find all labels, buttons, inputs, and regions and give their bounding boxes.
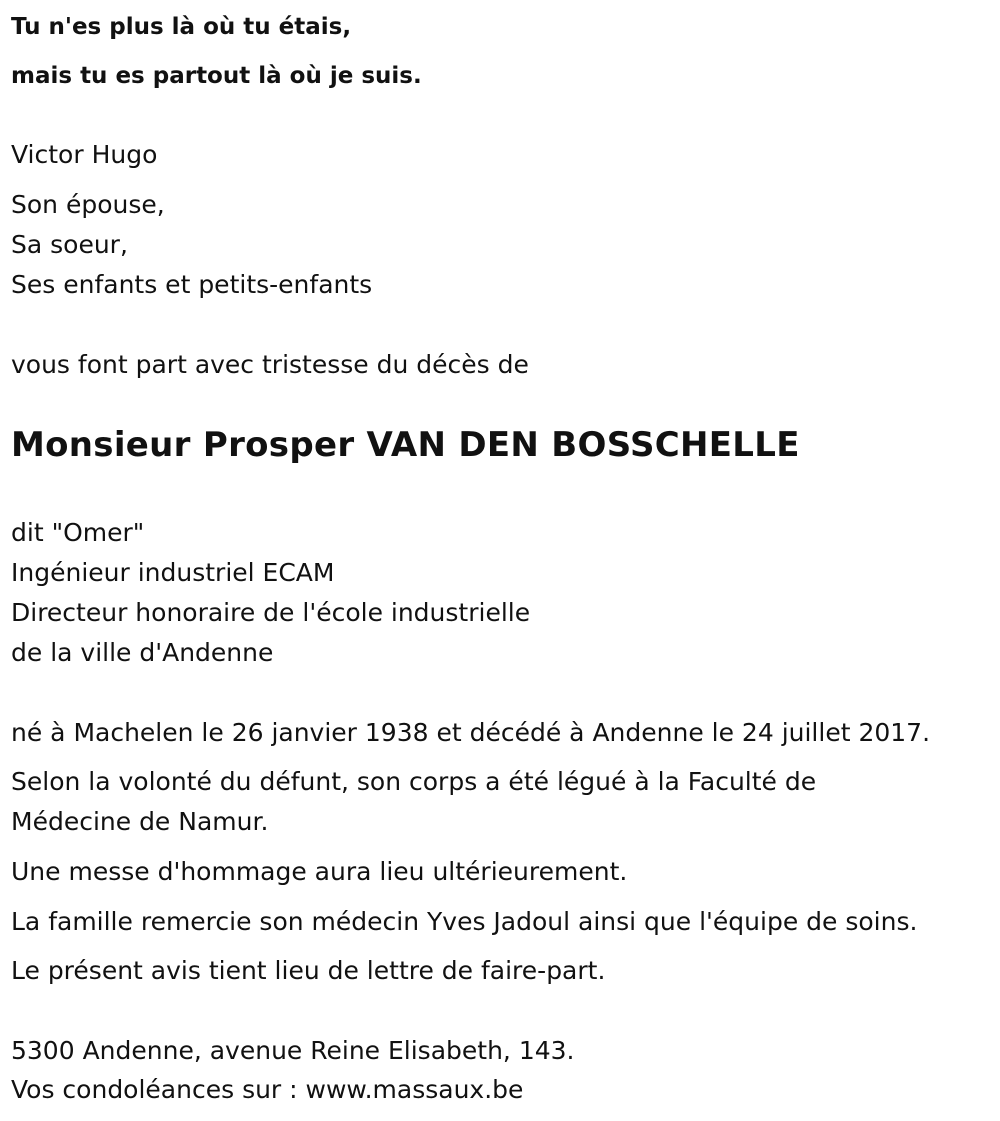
quote-author: Victor Hugo	[11, 140, 158, 169]
family-line-2: Sa soeur,	[11, 230, 128, 259]
deceased-title-1: Ingénieur industriel ECAM	[11, 558, 335, 587]
quote-line-2: mais tu es partout là où je suis.	[11, 63, 422, 89]
deceased-title-2: Directeur honoraire de l'école industrielle	[11, 598, 531, 627]
deceased-name: Monsieur Prosper VAN DEN BOSSCHELLE	[11, 425, 800, 465]
birth-death-dates: né à Machelen le 26 janvier 1938 et décédé à Andenne le 24 juillet 2017.	[11, 718, 931, 747]
deceased-title-3: de la ville d'Andenne	[11, 638, 274, 667]
family-thanks: La famille remercie son médecin Yves Jadoul ainsi que l'équipe de soins.	[11, 907, 918, 936]
memorial-mass: Une messe d'hommage aura lieu ultérieurement.	[11, 857, 628, 886]
family-line-3: Ses enfants et petits-enfants	[11, 270, 373, 299]
body-donation-line-1: Selon la volonté du défunt, son corps a été légué à la Faculté de	[11, 767, 817, 796]
family-line-1: Son épouse,	[11, 190, 165, 219]
body-donation-line-2: Médecine de Namur.	[11, 807, 269, 836]
address: 5300 Andenne, avenue Reine Elisabeth, 143.	[11, 1036, 575, 1065]
quote-line-1: Tu n'es plus là où tu étais,	[11, 14, 352, 40]
condolences-link: Vos condoléances sur : www.massaux.be	[11, 1075, 524, 1104]
notice-statement: Le présent avis tient lieu de lettre de faire-part.	[11, 956, 606, 985]
announcement: vous font part avec tristesse du décès de	[11, 350, 529, 379]
deceased-nickname: dit "Omer"	[11, 518, 145, 547]
